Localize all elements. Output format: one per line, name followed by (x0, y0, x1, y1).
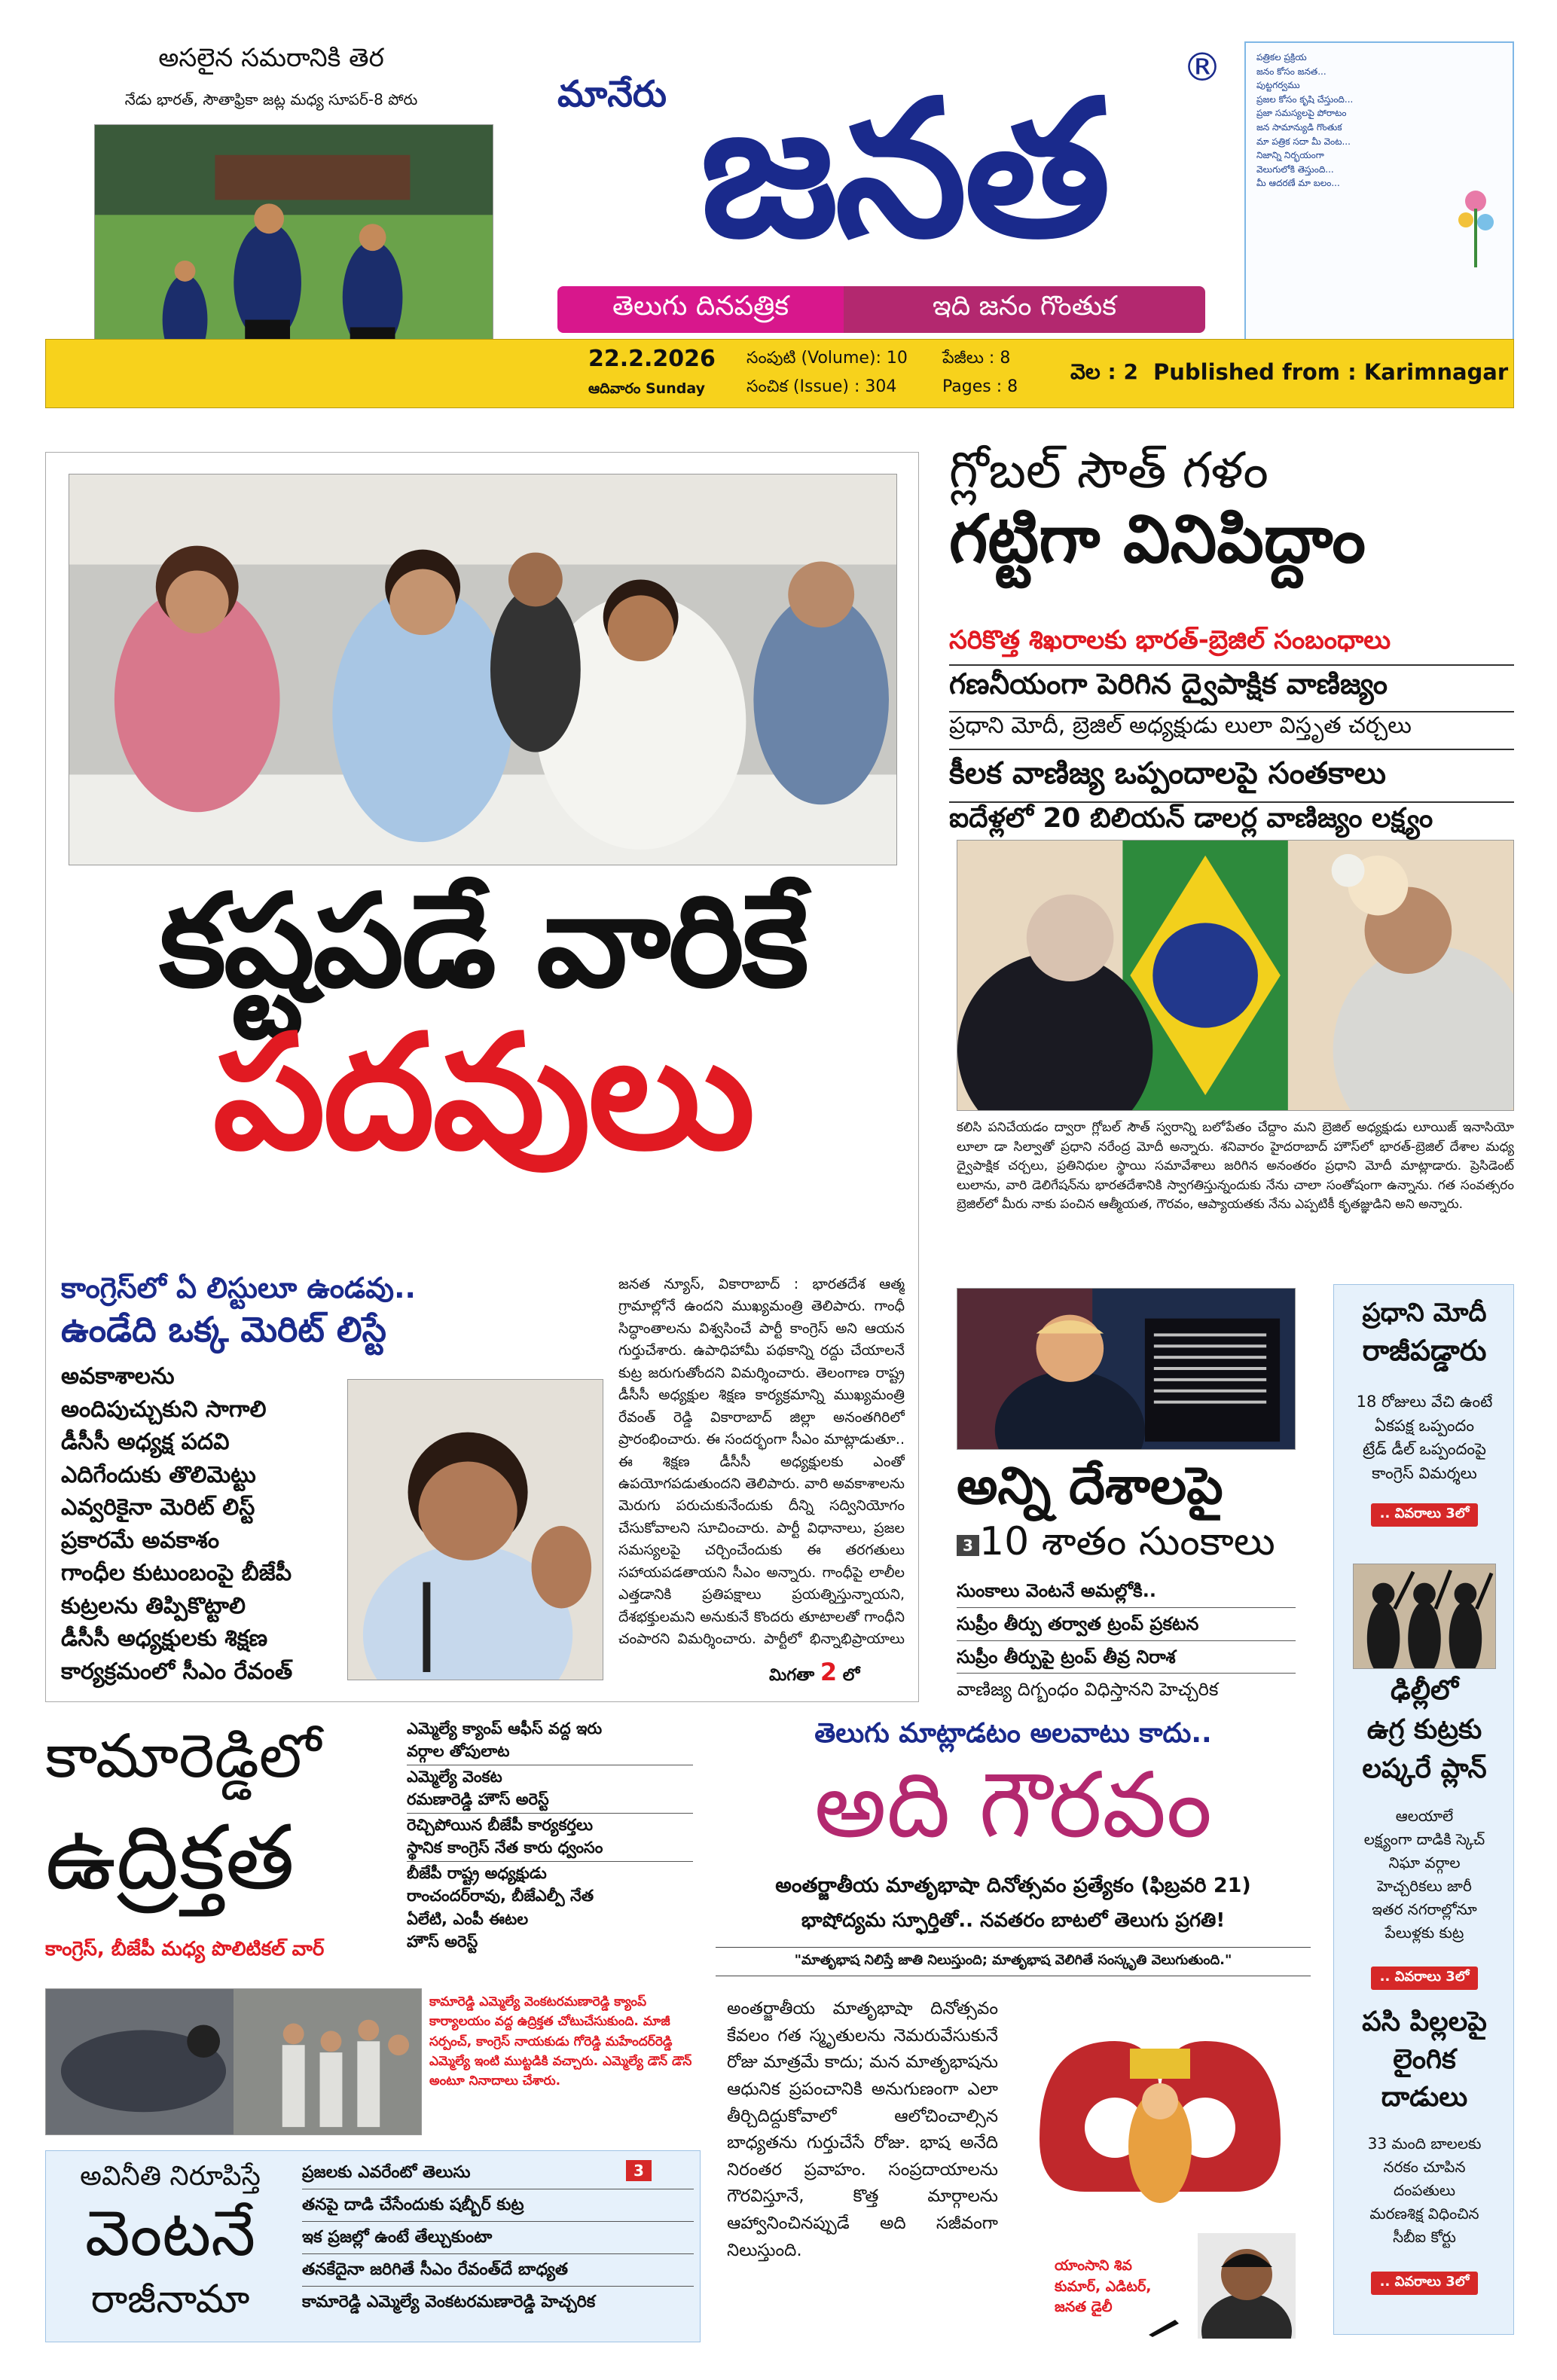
masthead-ad-box: పత్రికల ప్రక్రియ జనం కోసం జనత... పుట్టగర్వము ప్రజల కోసం కృషి చేస్తుంది... ప్రజా సమస్యలపై పోరాటం జన సామాన్యుడి గొంతుక మా పత్రిక సదా మీ వెంట... నిజాన్ని నిర్భయంగా వెలుగులోకి తెస్తుంది... మీ ఆదరణే మా బలం... (1244, 41, 1514, 365)
tariff-story (942, 1280, 1296, 1702)
price: వెల : 2 (1070, 359, 1138, 384)
kama-caption: కామారెడ్డి ఎమ్మెల్యే వెంకటరమణారెడ్డి క్యాంప్ కార్యాలయం వద్ద ఉద్రిక్తత చోటుచేసుకుంది. మాజీ సర్పంచ్, కాంగ్రెస్ నాయకుడు గోరెడ్డి మహేందర్‌రెడ్డి ఎమ్మెల్యే ఇంటి ముట్టడికి వచ్చారు. ఎమ్మెల్యే డౌన్ డౌన్ అంటూ నినాదాలు చేశారు. (429, 1994, 692, 2089)
child-text: 33 మంది బాలలకు నరకం చూపిన దంపతులు మరణశిక్ష విధించిన సీబీఐ కోర్టు (1367, 2134, 1482, 2246)
child-headline-1: పసి పిల్లలపై (1362, 2006, 1487, 2037)
lead-deck-1: కాంగ్రెస్‌లో ఏ లిస్టులూ ఉండవు.. (61, 1271, 416, 1304)
author-name: యాంసాని శివ కుమార్, ఎడిటర్, జనత డైలీ (1055, 2257, 1152, 2316)
lead-headline-2: పదవులు (212, 1000, 753, 1185)
telugu-body: అంతర్జాతీయ మాతృభాషా దినోత్సవం కేవలం గత స్మృతులను నెమరువేసుకునే రోజు మాత్రమే కాదు; మన మాతృభాషను ఆధునిక ప్రపంచానికి అనుగుణంగా ఎలా తీర్చిదిద్దుకోవాలో ఆలోచించాల్సిన బాధ్యతను గుర్తుచేసే రోజు. భాష అనేది నిరంతర ప్రవాహం. సంప్రదాయాలను గౌరవిస్తూనే, కొత్త మార్గాలను ఆహ్వానించినప్పుడే అది సజీవంగా నిలుస్తుంది. (727, 1999, 998, 2260)
resign-lines: ప్రజలకు ఎవరేంటో తెలుసు తనపై దాడి చేసేందుకు షబ్బీర్ కుట్ర ఇక ప్రజల్లో ఉంటే తేల్చుకుంటా తనకేదైనా జరిగితే సీఎం రేవంత్‌దే బాధ్యత కామారెడ్డి ఎమ్మెల్యే వెంకటరమణారెడ్డి హెచ్చరిక (302, 2160, 694, 2315)
lead-body: జనత న్యూస్, వికారాబాద్ : భారతదేశ ఆత్మ గ్రామాల్లోనే ఉందని ముఖ్యమంత్రి తెలిపారు. గాంధీ సిద్ధాంతాలను విశ్వసించే పార్టీ కాంగ్రెస్ అని ఆయన గుర్తుచేశారు. ఉపాధిహామీ పథకాన్ని రద్దు చేయాలనే కుట్ర జరుగుతోందని విమర్శించారు. తెలంగాణ రాష్ట్ర డీసీసీ అధ్యక్షుల శిక్షణ కార్యక్రమాన్ని ముఖ్యమంత్రి రేవంత్ రెడ్డి వికారాబాద్ జిల్లా అనంతగిరిలో ప్రారంభించారు. ఈ సందర్భంగా సీఎం మాట్లాడుతూ.. ఈ శిక్షణ డీసీసీ అధ్యక్షులకు ఎంతో ఉపయోగపడుతుందని తెలిపారు. వారి అవకాశాలను మెరుగు పరుచుకునేందుకు దీన్ని సద్వినియోగం చేసుకోవాలని సూచించారు. పార్టీ విధానాలు, ప్రజల సమస్యలపై చర్చించేందుకు ఈ తరగతులు సహాయపడతాయని సీఎం అన్నారు. గాంధీపై లాలీల ఎత్తడానికి ప్రతిపక్షాలు ప్రయత్నిస్తున్నాయని, దేశభక్తులమని అనుకునే కొందరు తూటాలతో గాంధీని చంపారని విమర్శించారు. పార్టీలో భిన్నాభిప్రాయాలు (618, 1276, 905, 1647)
tariff-headline-2: 10 శాతం సుంకాలు (979, 1519, 1275, 1564)
delhi-headline-3: లష్కరే ప్లాన్ (1362, 1753, 1487, 1784)
resign-headline-3: రాజీనామా (90, 2277, 250, 2322)
delhi-headline-1: ఢిల్లీలో (1390, 1675, 1459, 1706)
lead-photo-cm[interactable] (347, 1379, 603, 1680)
lead-story (45, 452, 919, 1702)
published-from: Published from : Karimnagar (1153, 359, 1509, 385)
date-strip (45, 339, 1514, 408)
issue-number: సంచిక (Issue) : 304 (746, 377, 897, 396)
sub-title-left: తెలుగు దినపత్రిక (612, 291, 789, 322)
lead-bullets: అవకాశాలను అందిపుచ్చుకుని సాగాలి డీసీసీ అధ్యక్ష పదవి ఎదిగేందుకు తొలిమెట్టు ఎవ్వరికైనా మెరిట్ లిస్ట్ ప్రకారమే అవకాశం గాంధీల కుటుంబంపై బీజేపీ కుట్రలను తిప్పికొట్టాలి డీసీసీ అధ్యక్షులకు శిక్షణ కార్యక్రమంలో సీఎం రేవంత్ (61, 1363, 293, 1685)
lead-photo-leaders[interactable] (69, 474, 897, 865)
global-south-story: గ్లోబల్ సౌత్ గళం గట్టిగా వినిపిద్దాం సరికొత్త శిఖరాలకు భారత్‌-బ్రెజిల్ సంబంధాలు గణనీయంగా పెరిగిన ద్వైపాక్షిక వాణిజ్యం ప్రధాని మోదీ, బ్రెజిల్ అధ్యక్షుడు లులా విస్తృత చర్చలు కీలక వాణిజ్య ఒప్పందాలపై సంతకాలు ఐదేళ్లలో 20 బిలియన్ డాలర్ల వాణిజ్యం లక్ష్యం కలిసి పనిచేయడం ద్వారా గ్లోబల్ సౌత్ స్వరాన్ని బలోపేతం చేద్దాం మని బ్రెజిల్ అధ్యక్షుడు లూయిజ్ ఇనాసియో లూలా డా సిల్వాతో ప్రధాని నరేంద్ర మోదీ అన్నారు. శనివారం హైదరాబాద్ హౌస్‌లో భారత్-బ్రెజిల్ దేశాల మధ్య ద్వైపాక్షిక చర్చలు, ప్రతినిధుల స్థాయి సమావేశాలు జరిగిన అనంతరం ప్రధాని మోదీ మాట్లాడారు. ప్రెసిడెంట్ లులాను, వారి డెలిగేషన్‌ను భారతదేశానికి స్వాగతిస్తున్నందుకు నేను చాలా సంతోషంగా ఉన్నాను. గత సంవత్సరం బ్రెజిల్‌లో మీరు నాకు పంచిన ఆత్మీయత, గౌరవం, ఆప్యాయతకు నేను ఎప్పటికీ కృతజ్ఞుడిని అని అన్నారు. (942, 437, 1514, 1265)
modi-text: 18 రోజులు వేచి ఉంటే ఏకపక్ష ఒప్పందం ట్రేడ్ డీల్ ఒప్పందంపై కాంగ్రెస్ విమర్శలు (1356, 1393, 1493, 1482)
gs-headline-2: గట్టిగా వినిపిద్దాం (949, 500, 1366, 578)
tariff-photo-trump[interactable] (957, 1288, 1296, 1450)
telugu-sub-1: అంతర్జాతీయ మాతృభాషా దినోత్సవం ప్రత్యేకం (ఫిబ్రవరి 21) (775, 1874, 1251, 1897)
delhi-more-link[interactable]: .. వివరాలు 3లో (1371, 1967, 1479, 1990)
modi-headline-2: రాజీపడ్డారు (1362, 1334, 1487, 1367)
sub-title-right: ఇది జనం గొంతుక (933, 291, 1116, 322)
lead-continued: మిగతా 2 లో (769, 1658, 860, 1686)
kamareddy-story (45, 1713, 701, 2143)
kama-deck: కాంగ్రెస్, బీజేపీ మధ్య పొలిటికల్ వార్ (45, 1938, 325, 1960)
issue-day: ఆదివారం Sunday (588, 380, 705, 397)
right-sidebar (1333, 1284, 1514, 2335)
teaser-tagline: అసలైన సమరానికి తెర (158, 43, 384, 73)
resign-story (45, 2150, 701, 2342)
tariff-lines: సుంకాలు వెంటనే అమల్లోకి.. సుప్రీం తీర్పు తర్వాత ట్రంప్ ప్రకటన సుప్రీం తీర్పుపై ట్రంప్ తీవ్ర నిరాశ వాణిజ్య దిగ్బంధం విధిస్తానని హెచ్చరిక (957, 1578, 1296, 1703)
teaser-line: నేడు భారత్, సౌతాఫ్రికా జట్ల మధ్య సూపర్‌-8 పోరు (124, 90, 418, 108)
child-headline-3: దాడులు (1381, 2082, 1468, 2113)
resign-headline-1: అవినీతి నిరూపిస్తే (80, 2161, 261, 2192)
gs-photo-modi-lula[interactable] (957, 840, 1514, 1111)
gs-caption: కలిసి పనిచేయడం ద్వారా గ్లోబల్ సౌత్ స్వరాన్ని బలోపేతం చేద్దాం మని బ్రెజిల్ అధ్యక్షుడు లూయిజ్ ఇనాసియో లూలా డా సిల్వాతో ప్రధాని నరేంద్ర మోదీ అన్నారు. శనివారం హైదరాబాద్ హౌస్‌లో భారత్-బ్రెజిల్ దేశాల మధ్య ద్వైపాక్షిక చర్చలు, ప్రతినిధుల స్థాయి సమావేశాలు జరిగిన అనంతరం ప్రధాని మోదీ మాట్లాడారు. ప్రెసిడెంట్ లులాను, వారి డెలిగేషన్‌ను భారతదేశానికి స్వాగతిస్తున్నందుకు నేను చాలా సంతోషంగా ఉన్నాను. గత సంవత్సరం బ్రెజిల్‌లో మీరు నాకు పంచిన ఆత్మీయత, గౌరవం, ఆప్యాయతకు నేను ఎప్పటికీ కృతజ్ఞుడిని అని అన్నారు. (957, 1120, 1514, 1212)
pages-en: Pages : 8 (942, 377, 1018, 396)
pen-icon (1145, 2316, 1183, 2339)
kama-headline-1: కామారెడ్డిలో (45, 1721, 322, 1791)
masthead-logo: జనత (700, 60, 1108, 279)
delhi-text: ఆలయాలే లక్ష్యంగా దాడికి స్కెచ్ నిఘా వర్గాల హెచ్చరికలు జారీ ఇతర నగరాల్లోనూ పేలుళ్లకు కుట్ర (1363, 1807, 1485, 1942)
kama-headline-2: ఉద్రిక్తత (45, 1805, 295, 1909)
telugu-kicker: తెలుగు మాట్లాడటం అలవాటు కాదు.. (814, 1718, 1212, 1749)
telugu-sub-2: భాషోద్యమ స్ఫూర్తితో.. నవతరం బాటలో తెలుగు ప్రగతి! (801, 1909, 1226, 1932)
pages-te: పేజీలు : 8 (942, 349, 1011, 368)
gs-headline-1: గ్లోబల్ సౌత్ గళం (949, 441, 1268, 499)
tariff-page-ref: 3 (957, 1535, 979, 1556)
telugu-quote: "మాతృభాష నిలిస్తే జాతి నిలుస్తుంది; మాతృభాష వెలిగితే సంస్కృతి వెలుగుతుంది." (716, 1947, 1311, 1976)
issue-date: 22.2.2026 (588, 346, 716, 372)
modi-headline-1: ప్రధాని మోదీ (1362, 1298, 1487, 1328)
resign-page-ref: 3 (626, 2160, 652, 2181)
tariff-headline-1: అన్ని దేశాలపై (957, 1457, 1223, 1516)
resign-headline-2: వెంటనే (84, 2196, 256, 2270)
telugu-story (716, 1713, 1311, 2342)
telugu-headline: అది గౌరవం (814, 1753, 1213, 1858)
registered-mark: ® (1183, 45, 1222, 90)
delhi-photo-terror[interactable] (1353, 1564, 1496, 1669)
masthead-prefix: మానేరు (557, 73, 667, 115)
lead-headline-1: కష్టపడే వారికే (159, 867, 807, 1016)
kama-photo-clash[interactable] (45, 1988, 422, 2135)
child-headline-2: లైంగిక (1393, 2044, 1456, 2075)
kama-bullets: ఎమ్మెల్యే క్యాంప్ ఆఫీస్ వద్ద ఇరు వర్గాల తోపులాట ఎమ్మెల్యే వెంకట రమణారెడ్డి హౌస్ అరెస్ట్ రెచ్చిపోయిన బీజేపీ కార్యకర్తలు స్థానిక కాంగ్రెస్ నేత కారు ధ్వంసం బీజేపీ రాష్ట్ర అధ్యక్షుడు రాంచందర్‌రావు, బీజేఎల్పీ నేత ఏలేటి, ఎంపీ ఈటల హౌస్ అరెస్ట్ (407, 1717, 693, 1953)
delhi-headline-2: ఉగ్ర కుట్రకు (1366, 1714, 1482, 1745)
modi-more-link[interactable]: .. వివరాలు 3లో (1371, 1503, 1479, 1527)
flower-icon (1449, 178, 1502, 269)
author-photo[interactable] (1198, 2233, 1296, 2339)
child-more-link[interactable]: .. వివరాలు 3లో (1371, 2272, 1479, 2295)
lead-deck-2: ఉండేది ఒక్క మెరిట్ లిస్టే (61, 1309, 386, 1350)
volume: సంపుటి (Volume): 10 (746, 349, 908, 368)
